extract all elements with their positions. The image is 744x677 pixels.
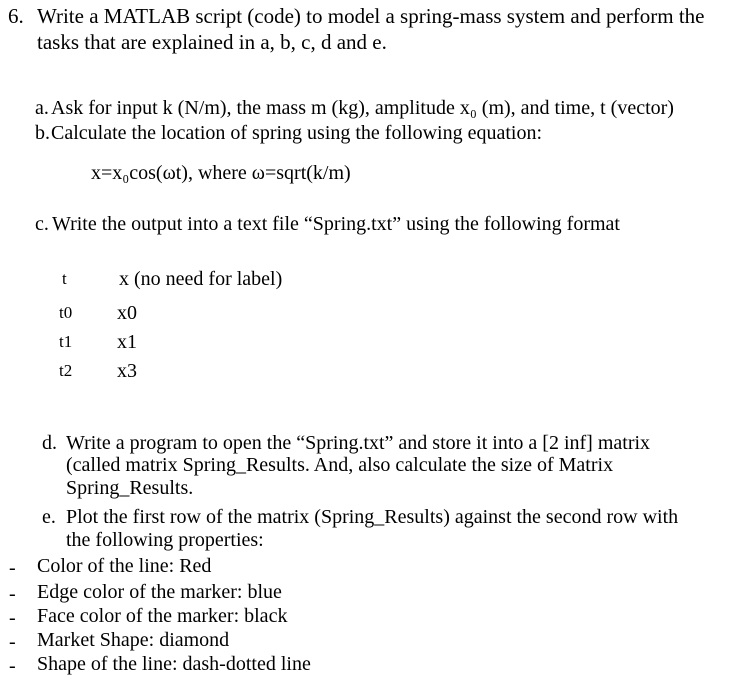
table-row-t1: t1 (59, 332, 73, 351)
bullet-dash: - (9, 557, 16, 579)
bullet-dash: - (9, 655, 16, 677)
table-row-x1: x1 (117, 331, 137, 353)
part-e-line-1: Plot the first row of the matrix (Spring_Results) against the second row with (66, 506, 679, 528)
part-a-label: a. (35, 97, 49, 119)
question-number: 6. (8, 4, 24, 28)
part-e-label: e. (42, 506, 56, 528)
bullet-dash: - (9, 607, 16, 629)
table-row-t0: t0 (59, 303, 73, 322)
part-d-line-2: (called matrix Spring_Results. And, also calculate the size of Matrix (66, 454, 614, 476)
part-b-text: Calculate the location of spring using the following equation: (51, 122, 543, 144)
part-a-text: Ask for input k (N/m), the mass m (kg), amplitude x₀ (m), and time, t (vector) (51, 97, 674, 119)
bullet-dash: - (9, 631, 16, 653)
part-d-line-3: Spring_Results. (66, 477, 194, 499)
list-item: Market Shape: diamond (37, 629, 230, 651)
table-col1-header: t (62, 269, 67, 288)
table-row-t2: t2 (59, 361, 73, 380)
table-row-x0: x0 (117, 302, 137, 324)
bullet-dash: - (9, 583, 16, 605)
list-item: Color of the line: Red (37, 555, 212, 577)
question-line-2: tasks that are explained in a, b, c, d and e. (37, 30, 387, 54)
question-line-1: Write a MATLAB script (code) to model a spring-mass system and perform the (37, 4, 705, 28)
part-d-line-1: Write a program to open the “Spring.txt” and store it into a [2 inf] matrix (66, 432, 651, 454)
part-c-text: Write the output into a text file “Spring.txt” using the following format (52, 213, 620, 235)
spring-equation: x=x₀cos(ωt), where ω=sqrt(k/m) (91, 162, 351, 184)
part-c-label: c. (35, 213, 49, 235)
part-e-line-2: the following properties: (66, 529, 264, 551)
list-item: Edge color of the marker: blue (37, 581, 282, 603)
table-row-x3: x3 (117, 360, 137, 382)
part-b-label: b. (35, 122, 50, 144)
list-item: Shape of the line: dash-dotted line (37, 653, 311, 675)
part-d-label: d. (42, 432, 57, 454)
table-col2-header: x (no need for label) (119, 268, 283, 290)
list-item: Face color of the marker: black (37, 605, 288, 627)
